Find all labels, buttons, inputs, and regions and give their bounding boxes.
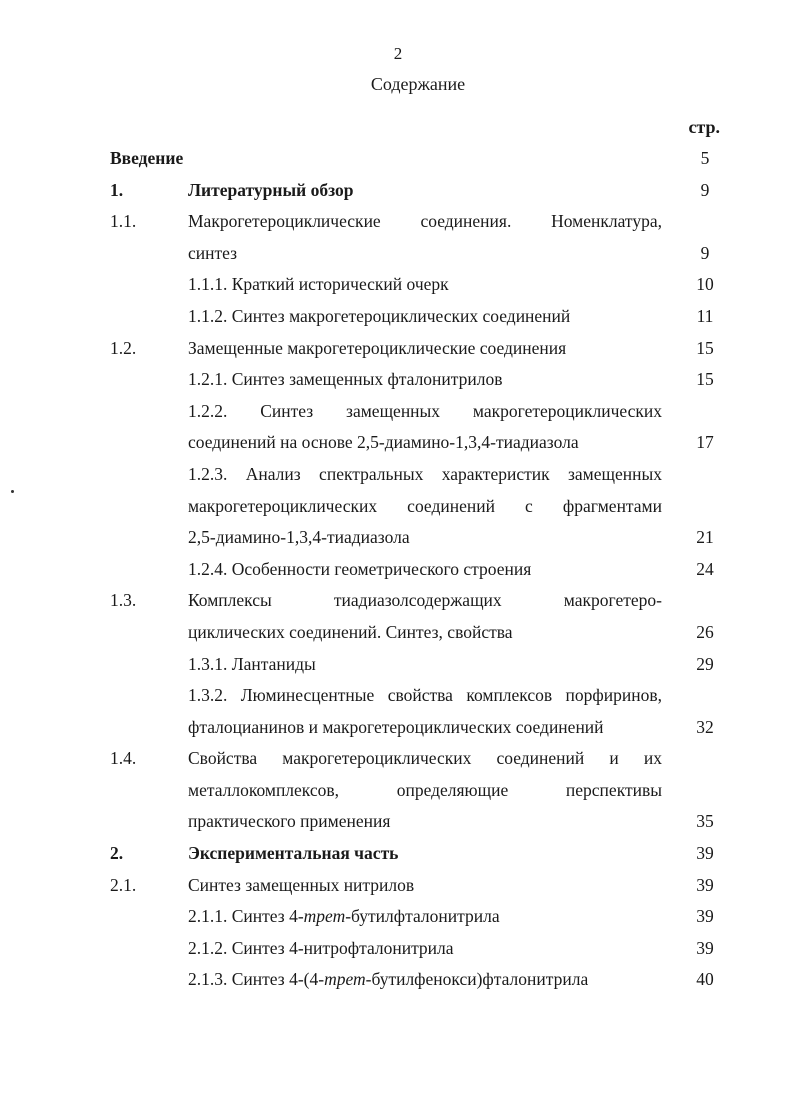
toc-line bbox=[0, 743, 796, 775]
toc-page-number: 5 bbox=[700, 148, 710, 168]
toc-line bbox=[0, 775, 796, 807]
toc-page-number: 11 bbox=[696, 305, 714, 326]
toc-page-number: 29 bbox=[696, 653, 714, 674]
toc-line bbox=[0, 427, 796, 459]
toc-line bbox=[0, 838, 796, 870]
toc-entry-text: циклических соединений. Синтез, свойства bbox=[188, 621, 513, 642]
page-title: Содержание bbox=[370, 74, 466, 94]
toc-line bbox=[0, 870, 796, 902]
toc-page-number: 17 bbox=[696, 432, 714, 453]
toc-page-number: 39 bbox=[696, 843, 714, 864]
toc-page-number: 24 bbox=[696, 558, 714, 579]
toc-entry-text bbox=[188, 964, 662, 996]
toc-page-number: 32 bbox=[696, 716, 714, 737]
toc-entry-text: 1.1.1. Краткий исторический очерк bbox=[188, 274, 449, 295]
toc-line bbox=[0, 175, 796, 207]
page-column-label: стр. bbox=[688, 117, 720, 137]
toc-line bbox=[0, 522, 796, 554]
toc-entry-text: металлокомплексов, определяющие перспективы bbox=[188, 779, 662, 800]
toc-entry-text: 1.1.2. Синтез макрогетероциклических соединений bbox=[188, 305, 571, 326]
toc-entry-text: Введение bbox=[110, 148, 184, 168]
table-of-contents bbox=[0, 143, 796, 996]
toc-entry-text: 1.2.4. Особенности геометрического строения bbox=[188, 558, 532, 579]
toc-section-number: 1.3. bbox=[110, 590, 137, 611]
toc-section-number: 1. bbox=[110, 179, 124, 200]
toc-entry-text: 1.2.3. Анализ спектральных характеристик замещенных bbox=[188, 463, 662, 484]
toc-page-number: 39 bbox=[696, 906, 714, 927]
toc-page-number: 10 bbox=[696, 274, 714, 295]
toc-entry-text: 2,5-диамино-1,3,4-тиадиазола bbox=[188, 527, 410, 548]
toc-page-number: 40 bbox=[696, 969, 714, 990]
toc-entry-text-part: -бутилфенокси)фталонитрила bbox=[365, 969, 589, 990]
toc-line bbox=[0, 491, 796, 523]
toc-entry-text: Замещенные макрогетероциклические соединения bbox=[188, 337, 567, 358]
toc-entry-text-part: 2.1.3. Синтез 4-(4- bbox=[188, 969, 325, 990]
toc-page-number: 21 bbox=[696, 527, 714, 548]
toc-entry-text: фталоцианинов и макрогетероциклических соединений bbox=[188, 716, 604, 737]
toc-entry-italic-prefix: трет bbox=[303, 906, 346, 927]
toc-entry-text: Комплексы тиадиазолсодержащих макрогетеро- bbox=[188, 590, 662, 611]
toc-section-number: 2.1. bbox=[110, 874, 137, 895]
toc-line bbox=[0, 238, 796, 270]
toc-entry-text: Экспериментальная часть bbox=[188, 843, 399, 864]
toc-entry-text bbox=[188, 901, 662, 933]
toc-page-number: 39 bbox=[696, 874, 714, 895]
toc-entry-text: макрогетероциклических соединений с фрагментами bbox=[188, 495, 662, 516]
toc-line bbox=[0, 459, 796, 491]
scan-speck bbox=[11, 490, 14, 493]
toc-line bbox=[0, 301, 796, 333]
toc-page-number: 9 bbox=[700, 179, 710, 200]
toc-entry-text: Макрогетероциклические соединения. Номенклатура, bbox=[188, 211, 662, 232]
toc-page-number: 35 bbox=[696, 811, 714, 832]
toc-line bbox=[0, 554, 796, 586]
toc-entry-text: Литературный обзор bbox=[188, 179, 354, 200]
toc-section-number: 1.2. bbox=[110, 337, 137, 358]
toc-line bbox=[0, 333, 796, 365]
toc-section-number: 2. bbox=[110, 843, 124, 864]
toc-entry-text: соединений на основе 2,5-диамино-1,3,4-тиадиазола bbox=[188, 432, 579, 453]
toc-line bbox=[0, 901, 796, 933]
toc-entry-text: 2.1.2. Синтез 4-нитрофталонитрила bbox=[188, 937, 454, 958]
toc-line bbox=[0, 933, 796, 965]
toc-entry-text: 1.3.2. Люминесцентные свойства комплексов порфиринов, bbox=[188, 685, 662, 706]
toc-section-number: 1.1. bbox=[110, 211, 137, 232]
toc-entry-text: Синтез замещенных нитрилов bbox=[188, 874, 415, 895]
toc-entry-text: синтез bbox=[188, 242, 238, 263]
toc-entry-text-part: 2.1.1. Синтез 4- bbox=[188, 906, 304, 927]
toc-page-number: 9 bbox=[700, 242, 710, 263]
toc-line bbox=[0, 206, 796, 238]
toc-entry-text: 1.2.1. Синтез замещенных фталонитрилов bbox=[188, 369, 503, 390]
toc-page-number: 15 bbox=[696, 337, 714, 358]
toc-line bbox=[0, 585, 796, 617]
toc-page-number: 26 bbox=[696, 621, 714, 642]
toc-section-number: 1.4. bbox=[110, 748, 137, 769]
toc-line bbox=[0, 712, 796, 744]
toc-line bbox=[0, 806, 796, 838]
toc-page-number: 15 bbox=[696, 369, 714, 390]
toc-entry-text: 1.2.2. Синтез замещенных макрогетероциклических bbox=[188, 400, 662, 421]
toc-line bbox=[0, 364, 796, 396]
toc-line bbox=[0, 680, 796, 712]
toc-line bbox=[0, 617, 796, 649]
toc-line bbox=[0, 649, 796, 681]
toc-page-number: 39 bbox=[696, 937, 714, 958]
toc-entry-text: Свойства макрогетероциклических соединений и их bbox=[188, 748, 662, 769]
toc-entry-text: практического применения bbox=[188, 811, 391, 832]
toc-entry-italic-prefix: трет bbox=[324, 969, 366, 990]
page-number: 2 bbox=[393, 44, 403, 63]
toc-line bbox=[0, 396, 796, 428]
toc-line bbox=[0, 269, 796, 301]
toc-entry-text-part: -бутилфталонитрила bbox=[345, 906, 500, 927]
toc-entry-text: 1.3.1. Лантаниды bbox=[188, 653, 316, 674]
toc-line bbox=[0, 964, 796, 996]
toc-line bbox=[0, 143, 796, 175]
